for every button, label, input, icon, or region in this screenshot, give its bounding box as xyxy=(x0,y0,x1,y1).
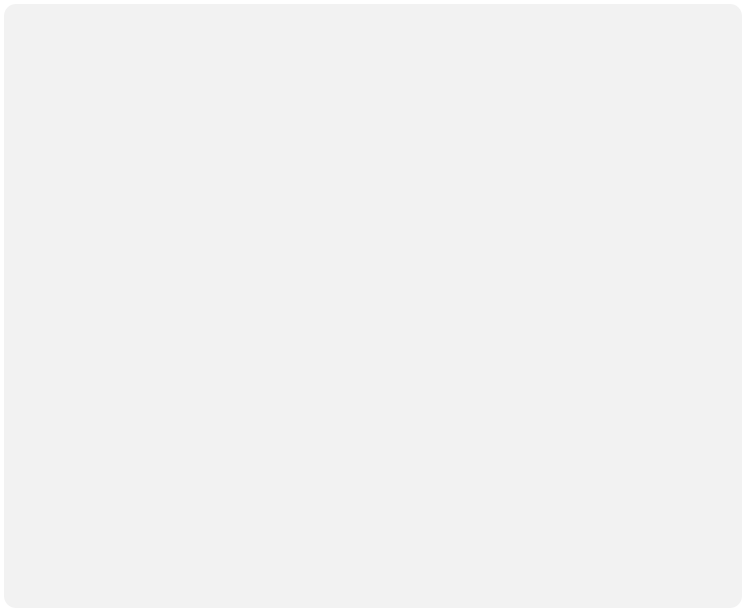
spacer xyxy=(15,32,730,50)
description-meta xyxy=(15,14,730,32)
video-description xyxy=(4,4,742,608)
